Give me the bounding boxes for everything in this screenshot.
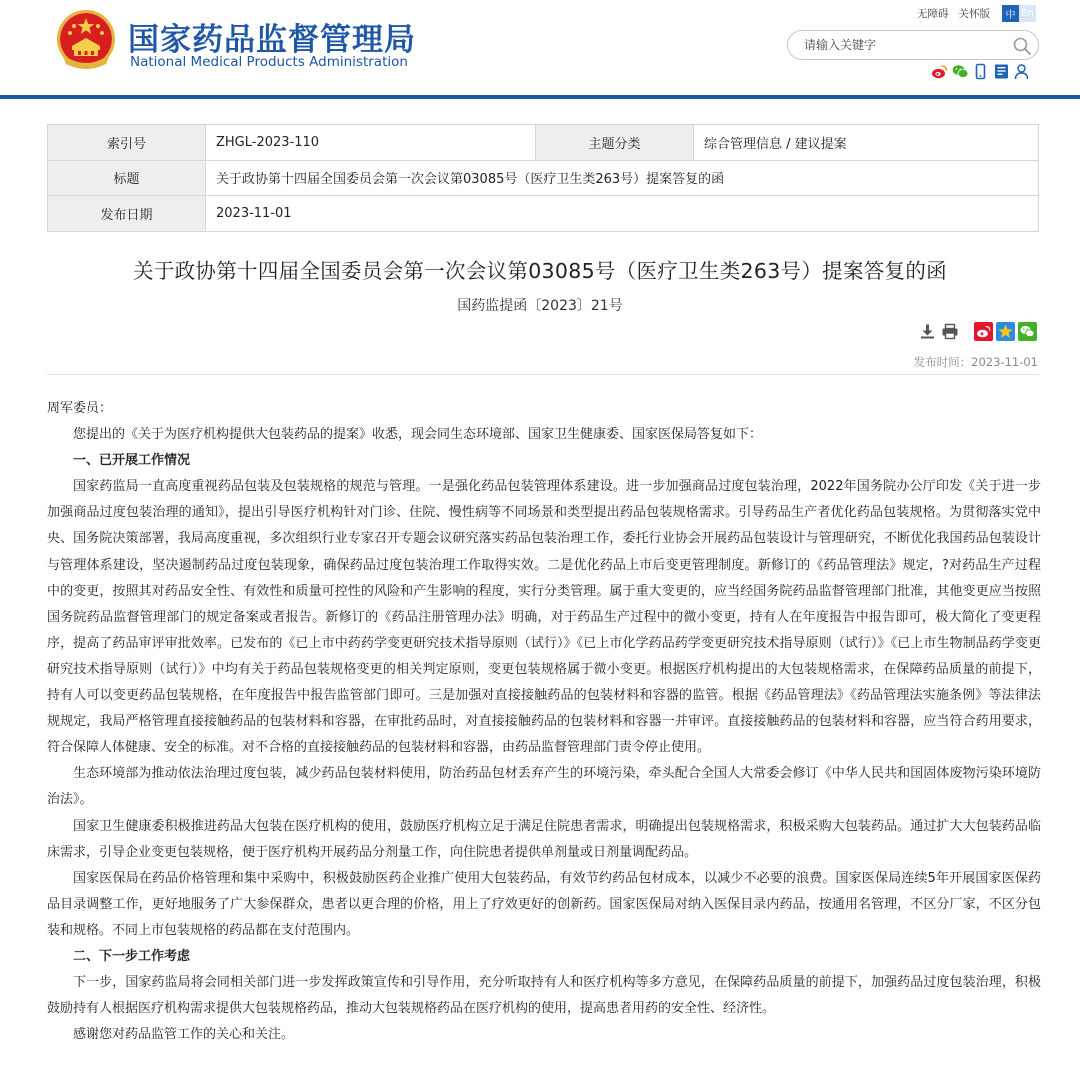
content-divider — [47, 374, 1039, 375]
search-input[interactable] — [804, 36, 1004, 54]
article-tools — [918, 322, 1040, 341]
table-row — [48, 196, 1039, 232]
category-label: 主题分类 — [536, 125, 694, 161]
search-icon[interactable] — [1012, 36, 1032, 56]
section-heading: 二、下一步工作考虑 — [73, 948, 191, 964]
download-icon[interactable] — [918, 322, 937, 341]
site-header — [0, 0, 1080, 96]
article-body — [47, 396, 1041, 1048]
language-switch — [1002, 5, 1036, 22]
title-value: 关于政协第十四届全国委员会第一次会议第03085号（医疗卫生类263号）提案答复的函 — [206, 160, 1039, 196]
article-title: 关于政协第十四届全国委员会第一次会议第03085号（医疗卫生类263号）提案答复的函 — [133, 259, 947, 283]
intro-paragraph: 您提出的《关于为医疗机构提供大包装药品的提案》收悉，现会同生态环境部、国家卫生健康委、国家医保局答复如下： — [73, 427, 763, 443]
table-row — [48, 125, 1039, 161]
elder-mode-link[interactable]: 关怀版 — [958, 8, 990, 20]
date-value: 2023-11-01 — [206, 196, 1039, 232]
weibo-icon[interactable] — [974, 322, 993, 341]
publish-time-label: 发布时间： — [913, 355, 972, 369]
body-paragraph: 下一步，国家药监局将会同相关部门进一步发挥政策宣传和引导作用，充分听取持有人和医疗机构等多方意见，在保障药品质量的前提下，加强药品过度包装治理，积极鼓励持有人根据医疗机构需求提供大包装规格药品，推动大包装规格药品在医疗机构的使用，提高患者用药的安全性、经济性。 — [47, 975, 1041, 1017]
publish-time-value: 2023-11-01 — [971, 355, 1038, 369]
lang-en-button[interactable]: En — [1019, 5, 1036, 22]
site-name-en[interactable]: National Medical Products Administration — [130, 54, 408, 70]
wechat-icon[interactable] — [952, 63, 969, 80]
mobile-icon[interactable] — [972, 63, 989, 80]
accessibility-link[interactable]: 无障碍 — [917, 8, 949, 20]
print-icon[interactable] — [940, 322, 959, 341]
body-paragraph: 国家卫生健康委积极推进药品大包装在医疗机构的使用，鼓励医疗机构立足于满足住院患者需求，明确提出包装规格需求，积极采购大包装药品。通过扩大大包装药品临床需求，引导企业变更包装规格，便于医疗机构开展药品分剂量工作，向住院患者提供单剂量或日剂量调配药品。 — [47, 818, 1041, 860]
weibo-icon[interactable] — [931, 63, 948, 80]
email-icon[interactable] — [993, 63, 1010, 80]
national-emblem-icon[interactable] — [56, 10, 116, 72]
table-row — [48, 160, 1039, 196]
index-label: 索引号 — [48, 125, 206, 161]
publish-time — [914, 354, 1038, 370]
body-paragraph: 国家医保局在药品价格管理和集中采购中，积极鼓励医药企业推广使用大包装药品，有效节约药品包材成本，以减少不必要的浪费。国家医保局连续5年开展国家医保药品目录调整工作，更好地服务了广大参保群众，患者以更合理的价格，用上了疗效更好的创新药。国家医保局对纳入医保目录内药品，按通用名管理，不区分厂家，不区分包装和规格。不同上市包装规格的药品都在支付范围内。 — [47, 870, 1041, 938]
share-links — [931, 63, 1034, 80]
salutation: 周军委员： — [47, 401, 113, 416]
top-utility-bar — [907, 5, 1036, 22]
body-paragraph: 生态环境部为推动依法治理过度包装，减少药品包装材料使用，防治药品包材丢弃产生的环境污染，牵头配合全国人大常委会修订《中华人民共和国固体废物污染环境防治法》。 — [47, 766, 1041, 808]
body-paragraph: 国家药监局一直高度重视药品包装及包装规格的规范与管理。一是强化药品包装管理体系建设。进一步加强商品过度包装治理，2022年国务院办公厅印发《关于进一步加强商品过度包装治理的通知》，提出引导医疗机构针对门诊、住院、慢性病等不同场景和类型提出药品包装规格需求。引导药品生产者优化药品包装规格。为贯彻落实党中央、国务院决策部署，我局高度重视，多次组织行业专家召开专题会议研究落实药品包装治理工作，委托行业协会开展药品包装设计与管理研究，不断优化我国药品包装设计与管理体系建设，坚决遏制药品过度包装现象，确保药品过度包装治理工作取得实效。二是优化药品上市后变更管理制度。新修订的《药品管理法》规定，?对药品生产过程中的变更，按照其对药品安全性、有效性和质量可控性的风险和产生影响的程度，实行分类管理。属于重大变更的，应当经国务院药品监督管理部门批准，其他变更应当按照国务院药品监督管理部门的规定备案或者报告。新修订的《药品注册管理办法》明确，对于药品生产过程中的微小变更，持有人在年度报告中报告即可，极大简化了变更程序，提高了药品审评审批效率。已发布的《已上市中药药学变更研究技术指导原则（试行）》《已上市化学药品药学变更研究技术指导原则（试行）》《已上市生物制品药学变更研究技术指导原则（试行）》中均有关于药品包装规格变更的相关判定原则，变更包装规格属于微小变更。根据医疗机构提出的大包装规格需求，在保障药品质量的前提下，持有人可以变更药品包装规格，在年度报告中报告监管部门即可。三是加强对直接接触药品的包装材料和容器的监管。根据《药品管理法》《药品管理法实施条例》等法律法规规定，我局严格管理直接接触药品的包装材料和容器，在审批药品时，对直接接触药品的包装材料和容器一并审评。直接接触药品的包装材料和容器，应当符合药用要求，符合保障人体健康、安全的标准。对不合格的直接接触药品的包装材料和容器，由药品监督管理部门责令停止使用。 — [47, 479, 1041, 756]
wechat-icon[interactable] — [1018, 322, 1037, 341]
title-label: 标题 — [48, 160, 206, 196]
site-name-cn[interactable]: 国家药品监督管理局 — [128, 22, 416, 58]
category-value: 综合管理信息 / 建议提案 — [694, 125, 1039, 161]
document-number: 国药监提函〔2023〕21号 — [457, 298, 623, 314]
closing-paragraph: 感谢您对药品监管工作的关心和关注。 — [73, 1027, 295, 1043]
header-divider — [0, 95, 1080, 99]
search-bar — [787, 30, 1039, 60]
index-value: ZHGL-2023-110 — [206, 125, 536, 161]
document-meta-table — [47, 124, 1039, 232]
qzone-icon[interactable] — [996, 322, 1015, 341]
section-heading: 一、已开展工作情况 — [73, 453, 191, 469]
date-label: 发布日期 — [48, 196, 206, 232]
user-icon[interactable] — [1013, 63, 1030, 80]
lang-cn-button[interactable]: 中 — [1002, 5, 1019, 22]
